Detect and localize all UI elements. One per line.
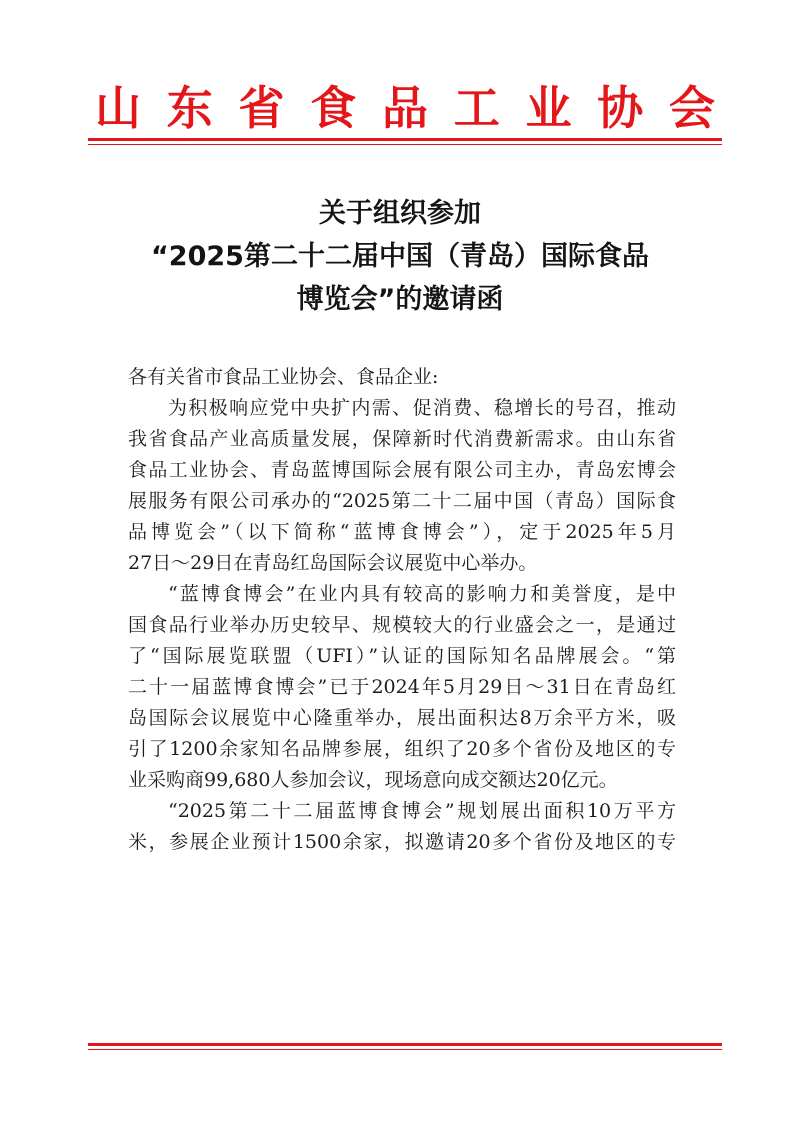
letterhead-org-name — [95, 78, 715, 138]
letter-body — [128, 362, 676, 858]
document-title — [80, 192, 720, 321]
divider-thick-line — [88, 138, 722, 141]
paragraph-line: 品博览会”（以下简称“蓝博食博会”），定于2025年5月 — [128, 521, 676, 543]
letterhead-char: 省 — [238, 81, 285, 135]
divider-thick-line — [88, 1043, 722, 1046]
paragraph-line: 我省食品产业高质量发展，保障新时代消费新需求。由山东省 — [128, 428, 676, 450]
letterhead-char: 会 — [669, 81, 715, 135]
letterhead-char: 食 — [310, 81, 357, 135]
letterhead-divider — [88, 138, 722, 145]
letterhead-char: 东 — [166, 81, 213, 135]
letterhead-char: 协 — [597, 81, 644, 135]
paragraph-line: 国食品行业举办历史较早、规模较大的行业盛会之一，是通过 — [128, 614, 676, 636]
salutation: 各有关省市食品工业协会、食品企业: — [128, 366, 439, 388]
title-line-2: “2025第二十二届中国（青岛）国际食品 — [151, 241, 649, 272]
paragraph-line: 岛国际会议展览中心隆重举办，展出面积达8万余平方米，吸 — [128, 707, 676, 729]
paragraph-line: “2025第二十二届蓝博食博会”规划展出面积10万平方 — [168, 800, 676, 822]
paragraph-1 — [128, 393, 676, 579]
paragraph-line: 展服务有限公司承办的“2025第二十二届中国（青岛）国际食 — [128, 490, 676, 512]
letterhead-char: 业 — [525, 81, 572, 135]
letterhead-char: 品 — [382, 81, 428, 135]
paragraph-line: 为积极响应党中央扩内需、促消费、稳增长的号召，推动 — [168, 397, 676, 419]
divider-thin-line — [88, 144, 722, 145]
paragraph-line: 米，参展企业预计1500余家，拟邀请20多个省份及地区的专 — [128, 831, 676, 853]
paragraph-line: 食品工业协会、青岛蓝博国际会展有限公司主办，青岛宏博会 — [128, 459, 676, 481]
paragraph-line: 引了1200余家知名品牌参展，组织了20多个省份及地区的专 — [128, 738, 676, 760]
letterhead-char: 山 — [95, 81, 141, 135]
paragraph-line: “蓝博食博会”在业内具有较高的影响力和美誉度，是中 — [168, 583, 676, 605]
paragraph-line: 27日～29日在青岛红岛国际会议展览中心举办。 — [128, 552, 538, 574]
divider-thin-line — [88, 1049, 722, 1050]
paragraph-line: 了“国际展览联盟（UFI）”认证的国际知名品牌展会。“第 — [128, 645, 676, 667]
title-line-3: 博览会”的邀请函 — [296, 284, 504, 315]
paragraph-line: 业采购商99,680人参加会议，现场意向成交额达20亿元。 — [128, 769, 618, 791]
letterhead-char: 工 — [453, 81, 500, 135]
paragraph-line: 二十一届蓝博食博会”已于2024年5月29日～31日在青岛红 — [128, 676, 676, 698]
footer-divider — [88, 1043, 722, 1050]
paragraph-2 — [128, 579, 676, 796]
title-line-1: 关于组织参加 — [319, 198, 481, 229]
paragraph-3 — [128, 796, 676, 858]
